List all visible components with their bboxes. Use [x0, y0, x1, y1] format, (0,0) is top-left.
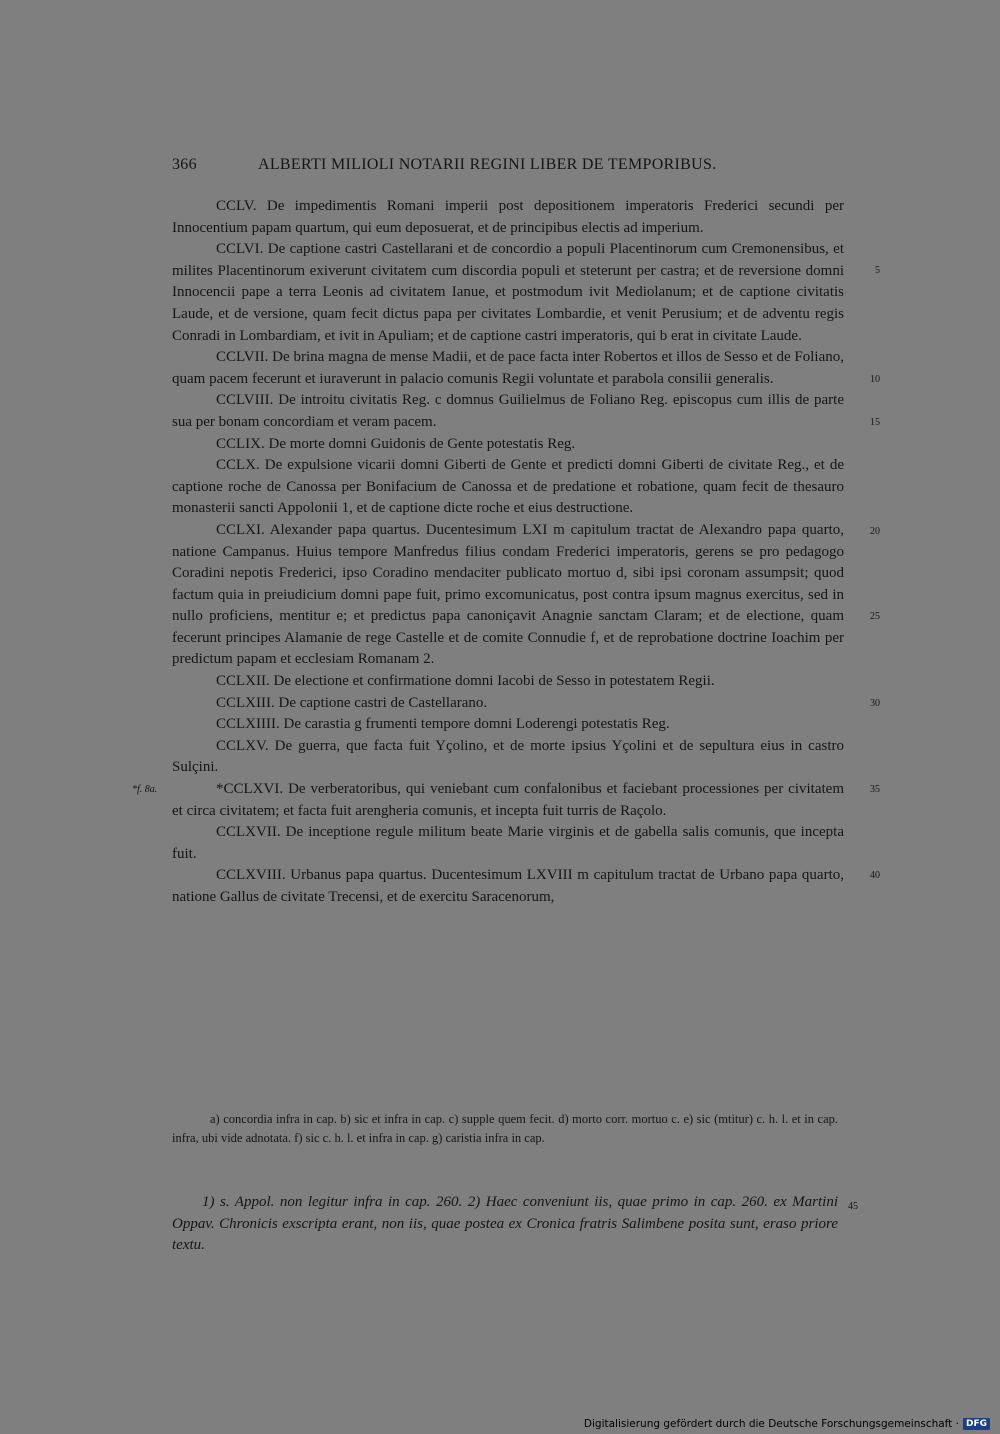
line-number: 35	[870, 784, 880, 796]
chapter-entry: CCLXVII. De inceptione regule militum beate Marie virginis et de gabella salis comunis, que incepta fuit.	[172, 824, 844, 862]
dfg-logo-icon[interactable]: DFG	[963, 1418, 990, 1430]
chapter-entry: CCLXII. De electione et confirmatione domni Iacobi de Sesso in potestatem Regii. 30	[172, 671, 844, 693]
line-number: 5	[875, 265, 880, 277]
chapter-entry: CCLXIII. De captione castri de Castellarano.	[216, 694, 488, 711]
credit-text: Digitalisierung gefördert durch die Deutsche Forschungsgemeinschaft ·	[583, 1418, 959, 1430]
chapter-entry: CCLVII. De brina magna de mense Madii, et de pace facta inter Robertos et illos de Sesso et de Foliano, quam pacem fecerunt et iuraverunt in palacio comunis Regii voluntate et parabola consilii generalis.	[172, 349, 844, 387]
line-number: 15	[870, 417, 880, 429]
running-title: ALBERTI MILIOLI NOTARII REGINI LIBER DE TEMPORIBUS.	[258, 156, 717, 173]
digitization-credit	[584, 1418, 990, 1430]
chapter-entry: CCLXI. Alexander papa quartus. Ducentesimum LXI m capitulum tractat de Alexandro papa quarto, natione Campanus. Huius tempore Manfredus filius condam Frederici imperatoris, gerens se pro pedagogo Coradini nepotis Frederici, ipso Coradino mendaciter publicato mortuo d, sibi ipsi coronam assumpsit; quod factum quia in preiudicium domni pape fuit, primo excomunicatus, post contra ipsum magnus exercitus, sed in nullo proficiens, mentitur e; et predictus papa canoniçavit Anagnie sanctam Claram; et de electione, quam fecerunt principes Alamanie de rege Castelle et de comite Connudie f, et de reprobatione doctrine Ioachim per predictum papam et ecclesiam Romanam 2. 25	[172, 521, 880, 668]
chapter-entry: CCLIX. De morte domni Guidonis de Gente potestatis Reg.	[216, 435, 576, 452]
line-number: 45	[848, 1201, 858, 1212]
line-number: 25	[870, 610, 880, 622]
folio-sidenote: *f. 8a.	[132, 784, 158, 796]
chapter-entry: CCLXIIII. De carastia g frumenti tempore domni Loderengi potestatis Reg.	[216, 716, 670, 733]
chapter-list	[132, 196, 880, 909]
chapter-entry: CCLXV. De guerra, que facta fuit Yçolino, et de morte ipsius Yçolini et de sepultura eius in castro Sulçini.	[172, 737, 844, 776]
chapter-entry: CCLV. De impedimentis Romani imperii post depositionem imperatoris Frederici secundi per Innocentium papam quartum, qui eum deposuerat, et de principibus electis ad imperium.	[172, 198, 844, 236]
chapter-entry: CCLXVIII. Urbanus papa quartus. Ducentesimum LXVIII m capitulum tractat de Urbano papa quarto, natione Gallus de civitate Trecensi, et de exercitu Saracenorum, 40	[172, 867, 880, 905]
chapter-entry: CCLVI. De captione castri Castellarani et de concordio a populi Placentinorum cum Cremonensibus, et milites Placentinorum exiverunt civitatem cum discordia populi et steterunt per castra; et de reversione domni Innocencii pape a terra Leonis ad civitatem Ianue, et postmodum ivit Mediolanum; et de captione civitatis Laude, et de versione, quam fecit dictus papa per civitates Lombardie, et venit Perusium; et de adventu regis Conradi in Lombardiam, et ivit in Apuliam; et de captione castri imperatoris, qui b erat in civitate Laude. 5 10	[172, 239, 844, 347]
critical-apparatus	[172, 1110, 838, 1148]
page-number: 366	[172, 156, 197, 173]
chapter-entry: *f. 8a. *CCLXVI. De verberatoribus, qui veniebant cum confalonibus et faciebant processiones per civitatem et circa civitatem; et facta fuit arengheria comunis, et incepta fuit turris de Raçolo. 35	[132, 781, 880, 819]
chapter-entry: CCLVIII. De introitu civitatis Reg. c domnus Guilielmus de Foliano Reg. episcopus cum illis de parte sua per bonam concordiam et veram pacem. 15	[172, 390, 844, 433]
line-number: 40	[870, 870, 880, 882]
line-number: 30	[870, 698, 880, 710]
chapter-entry: CCLX. De expulsione vicarii domni Giberti de Gente et predicti domni Giberti de civitate Reg., et de captione roche de Canossa per Bonifacium de Canossa et de predatione et robatione, quam fecit de thesauro monasterii sancti Appolonii 1, et de captione dicte roche et eius destructione. 20	[172, 455, 844, 520]
footnote-text: a) concordia infra in cap. b) sic et infra in cap. c) supple quem fecit. d) morto corr. mortuo c. e) sic (mtitur) c. h. l. et in cap. infra, ubi vide adnotata. f) sic c. h. l. et infra in cap. g) caristia infra in cap.	[172, 1112, 838, 1145]
line-number: 20	[870, 526, 880, 538]
line-number: 10	[870, 374, 880, 386]
source-notes	[172, 1192, 858, 1257]
source-note-text: 1) s. Appol. non legitur infra in cap. 260. 2) Haec conveniunt iis, quae primo in cap. 260. ex Martini Oppav. Chronicis exscripta erant, non iis, quae postea ex Cronica fratris Salimbene posita sunt, eraso priore textu.	[172, 1194, 838, 1253]
